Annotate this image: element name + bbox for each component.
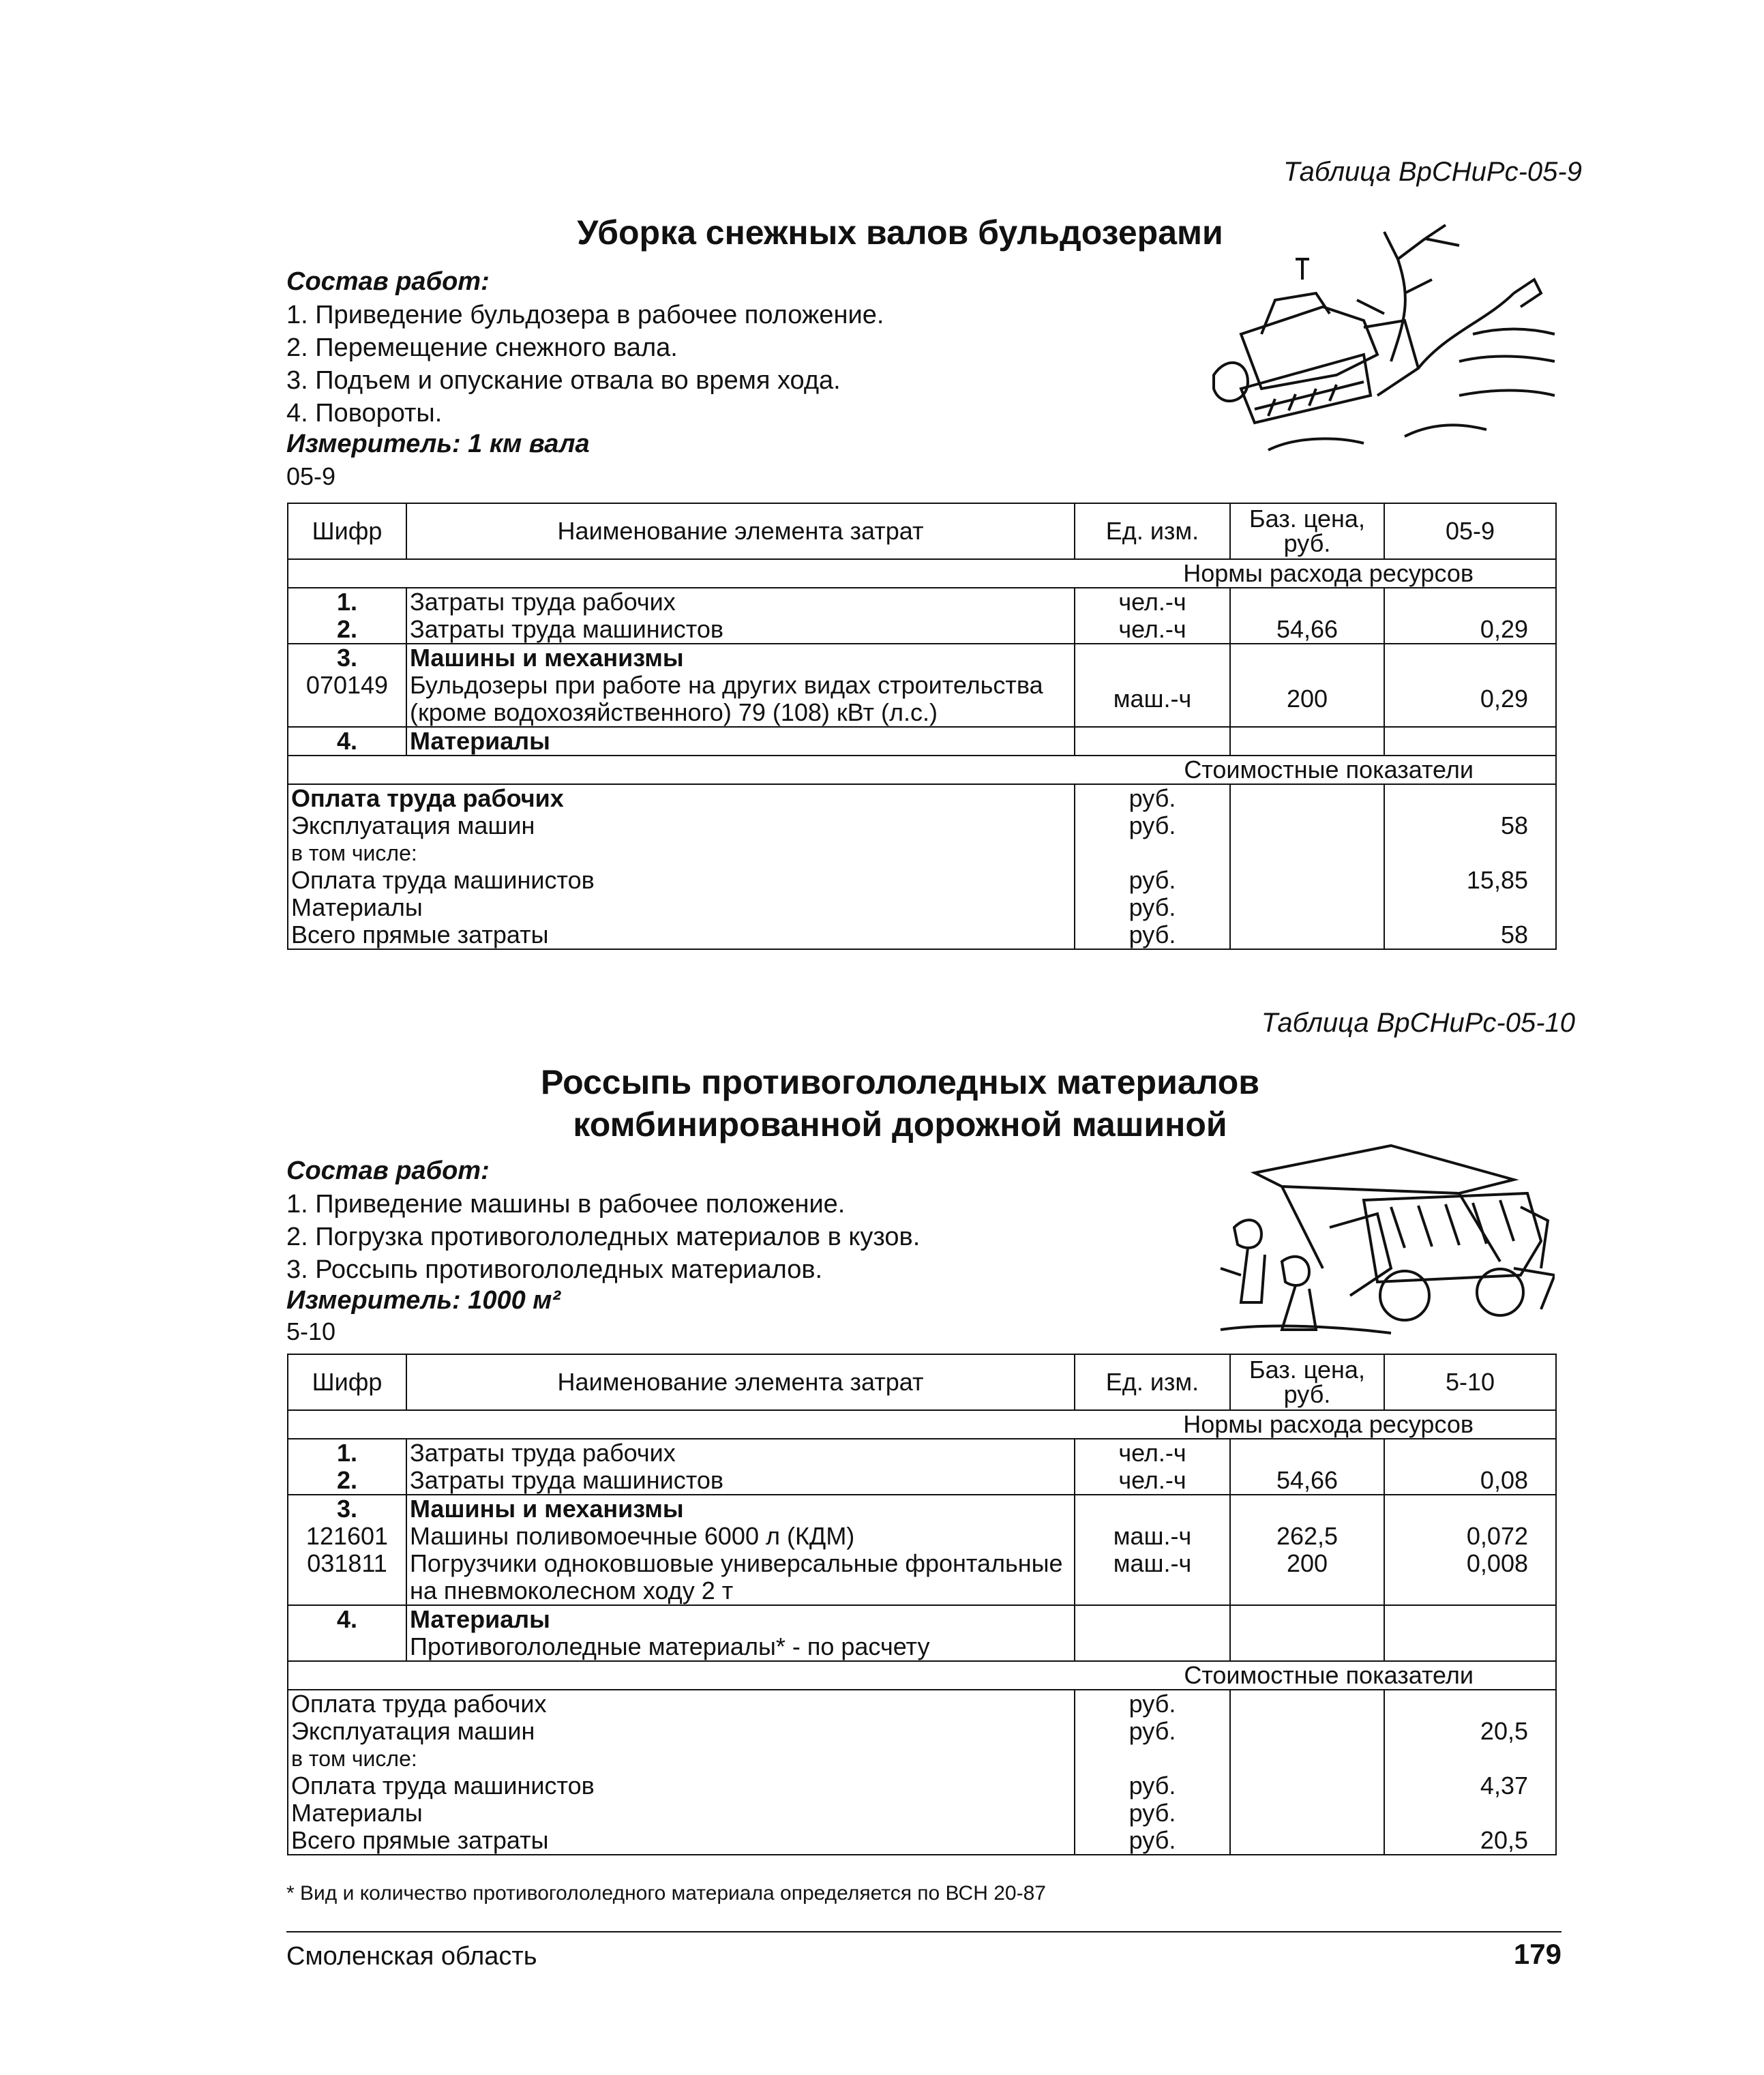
table-row: [288, 1550, 1556, 1605]
row-unit: [1075, 644, 1230, 672]
cost-unit: [1075, 839, 1230, 867]
cost-unit: руб.: [1075, 894, 1230, 921]
row-name: Затраты труда рабочих: [406, 588, 1075, 616]
road-machine-illustration: [1200, 1132, 1555, 1343]
row-shifr: 3.: [288, 1495, 406, 1523]
page-number: 179: [1513, 1938, 1561, 1970]
cost-name: Всего прямые затраты: [288, 921, 1075, 949]
work-item-2-1: 1. Приведение машины в рабочее положение.: [286, 1190, 846, 1219]
cost-row: [288, 894, 1556, 921]
row-unit: чел.-ч: [1075, 1467, 1230, 1495]
cost-name: Материалы: [288, 894, 1075, 921]
table-header-row: [288, 503, 1556, 559]
cost-value: 20,5: [1384, 1827, 1556, 1855]
table-row: [288, 644, 1556, 672]
header-price: Баз. цена, руб.: [1230, 503, 1384, 559]
cost-row: [288, 1690, 1556, 1718]
section-title-1: Уборка снежных валов бульдозерами: [577, 213, 1223, 252]
row-shifr: 1.: [288, 1439, 406, 1467]
row-value: [1384, 1439, 1556, 1467]
row-value: [1384, 1633, 1556, 1661]
cost-name: в том числе:: [288, 1745, 1075, 1772]
cost-value: [1384, 1745, 1556, 1772]
row-value: 0,008: [1384, 1550, 1556, 1605]
row-unit: [1075, 727, 1230, 756]
cost-unit: руб.: [1075, 812, 1230, 839]
row-price: [1230, 588, 1384, 616]
row-name: Бульдозеры при работе на других видах строительства (кроме водохозяйственного) 79 (108) кВт (л.с.): [406, 672, 1075, 727]
cost-value: 4,37: [1384, 1772, 1556, 1800]
table-row: [288, 672, 1556, 727]
row-name: Машины и механизмы: [406, 644, 1075, 672]
cost-row: [288, 867, 1556, 894]
row-price: 200: [1230, 672, 1384, 727]
izmeritel-2: Измеритель: 1000 м²: [286, 1286, 561, 1315]
cost-name: Оплата труда машинистов: [288, 1772, 1075, 1800]
row-value: [1384, 1495, 1556, 1523]
row-price: [1230, 1495, 1384, 1523]
bulldozer-illustration: [1200, 218, 1568, 505]
work-item-1-4: 4. Повороты.: [286, 399, 443, 428]
cost-unit: руб.: [1075, 1827, 1230, 1855]
cost-name: Всего прямые затраты: [288, 1827, 1075, 1855]
section-title-2-line2: комбинированной дорожной машиной: [573, 1105, 1227, 1144]
norms-row: [288, 559, 1556, 588]
row-name: Затраты труда рабочих: [406, 1439, 1075, 1467]
table-row: [288, 588, 1556, 616]
row-value: [1384, 727, 1556, 756]
norms-row: [288, 1410, 1556, 1439]
row-unit: [1075, 1495, 1230, 1523]
cost-value: [1384, 839, 1556, 867]
cost-name: Эксплуатация машин: [288, 812, 1075, 839]
cost-value: [1384, 1690, 1556, 1718]
cost-value: 15,85: [1384, 867, 1556, 894]
row-value: [1384, 644, 1556, 672]
cost-row: [288, 921, 1556, 949]
row-unit: чел.-ч: [1075, 588, 1230, 616]
row-shifr: 2.: [288, 616, 406, 644]
cost-row: [288, 1827, 1556, 1855]
header-code: 5-10: [1384, 1354, 1556, 1410]
sostav-label-2: Состав работ:: [286, 1156, 490, 1185]
cost-row: [288, 1718, 1556, 1745]
resources-table-2: [287, 1354, 1557, 1855]
cost-unit: руб.: [1075, 1718, 1230, 1745]
cost-unit: руб.: [1075, 921, 1230, 949]
row-price: [1230, 644, 1384, 672]
izmeritel-1: Измеритель: 1 км вала: [286, 430, 590, 458]
row-name: Погрузчики одноковшовые универсальные фронтальные на пневмоколесном ходу 2 т: [406, 1550, 1075, 1605]
row-price: [1230, 1633, 1384, 1661]
header-unit: Ед. изм.: [1075, 1354, 1230, 1410]
header-shifr: Шифр: [288, 1354, 406, 1410]
cost-unit: руб.: [1075, 867, 1230, 894]
row-name: Машины поливомоечные 6000 л (КДМ): [406, 1523, 1075, 1550]
row-value: [1384, 1605, 1556, 1633]
row-shifr: 1.: [288, 588, 406, 616]
table-row: [288, 616, 1556, 644]
cost-label: Стоимостные показатели: [288, 1661, 1556, 1690]
table-name-1: Таблица ВрСНиРс-05-9: [1283, 157, 1582, 187]
header-price: Баз. цена, руб.: [1230, 1354, 1384, 1410]
row-price: [1230, 1605, 1384, 1633]
work-item-1-1: 1. Приведение бульдозера в рабочее положение.: [286, 301, 884, 329]
header-unit: Ед. изм.: [1075, 503, 1230, 559]
row-value: [1384, 588, 1556, 616]
row-shifr: 4.: [288, 1605, 406, 1633]
row-shifr: 121601: [288, 1523, 406, 1550]
header-name: Наименование элемента затрат: [406, 1354, 1075, 1410]
row-price: [1230, 1439, 1384, 1467]
row-shifr: 070149: [288, 672, 406, 727]
cost-value: [1384, 784, 1556, 812]
row-price: 200: [1230, 1550, 1384, 1605]
row-unit: маш.-ч: [1075, 1523, 1230, 1550]
header-name: Наименование элемента затрат: [406, 503, 1075, 559]
cost-name: Эксплуатация машин: [288, 1718, 1075, 1745]
row-unit: чел.-ч: [1075, 616, 1230, 644]
cost-value: [1384, 894, 1556, 921]
row-unit: маш.-ч: [1075, 672, 1230, 727]
table-row: [288, 727, 1556, 756]
row-name: Противогололедные материалы* - по расчету: [406, 1633, 1075, 1661]
cost-unit: руб.: [1075, 1772, 1230, 1800]
cost-name: Оплата труда рабочих: [288, 784, 1075, 812]
cost-section-row: [288, 1661, 1556, 1690]
header-shifr: Шифр: [288, 503, 406, 559]
resources-table-1: [287, 503, 1557, 950]
footer-divider: [286, 1931, 1561, 1932]
cost-row: [288, 1800, 1556, 1827]
cost-unit: руб.: [1075, 1690, 1230, 1718]
table-code-1: 05-9: [286, 462, 336, 490]
row-shifr: 4.: [288, 727, 406, 756]
table-row: [288, 1467, 1556, 1495]
section-title-2-line1: Россыпь противогололедных материалов: [540, 1063, 1260, 1101]
cost-unit: [1075, 1745, 1230, 1772]
row-shifr: 2.: [288, 1467, 406, 1495]
cost-section-row: [288, 756, 1556, 784]
table-name-2: Таблица ВрСНиРс-05-10: [1261, 1008, 1575, 1038]
cost-unit: руб.: [1075, 1800, 1230, 1827]
norms-label: Нормы расхода ресурсов: [288, 559, 1556, 588]
table-row: [288, 1633, 1556, 1661]
row-name: Затраты труда машинистов: [406, 1467, 1075, 1495]
cost-row: [288, 1745, 1556, 1772]
row-name: Материалы: [406, 1605, 1075, 1633]
table-row: [288, 1439, 1556, 1467]
row-shifr: 031811: [288, 1550, 406, 1605]
row-value: 0,08: [1384, 1467, 1556, 1495]
cost-row: [288, 784, 1556, 812]
row-shifr: [288, 1633, 406, 1661]
work-item-1-2: 2. Перемещение снежного вала.: [286, 333, 678, 362]
footer-region: Смоленская область: [286, 1942, 537, 1971]
work-item-1-3: 3. Подъем и опускание отвала во время хода.: [286, 366, 841, 395]
table-row: [288, 1605, 1556, 1633]
cost-name: Оплата труда рабочих: [288, 1690, 1075, 1718]
footnote: * Вид и количество противогололедного материала определяется по ВСН 20-87: [286, 1882, 1046, 1905]
row-name: Затраты труда машинистов: [406, 616, 1075, 644]
table-row: [288, 1523, 1556, 1550]
row-unit: маш.-ч: [1075, 1550, 1230, 1605]
cost-label: Стоимостные показатели: [288, 756, 1556, 784]
cost-name: Материалы: [288, 1800, 1075, 1827]
cost-unit: руб.: [1075, 784, 1230, 812]
row-unit: [1075, 1605, 1230, 1633]
cost-row: [288, 812, 1556, 839]
cost-value: 58: [1384, 812, 1556, 839]
table-row: [288, 1495, 1556, 1523]
cost-row: [288, 1772, 1556, 1800]
row-value: 0,29: [1384, 616, 1556, 644]
row-value: 0,072: [1384, 1523, 1556, 1550]
row-price: [1230, 727, 1384, 756]
cost-value: 58: [1384, 921, 1556, 949]
row-unit: [1075, 1633, 1230, 1661]
cost-name: Оплата труда машинистов: [288, 867, 1075, 894]
norms-label: Нормы расхода ресурсов: [288, 1410, 1556, 1439]
cost-row: [288, 839, 1556, 867]
cost-name: в том числе:: [288, 839, 1075, 867]
row-price: 54,66: [1230, 616, 1384, 644]
table-code-2: 5-10: [286, 1317, 336, 1345]
row-value: 0,29: [1384, 672, 1556, 727]
header-code: 05-9: [1384, 503, 1556, 559]
table-header-row: [288, 1354, 1556, 1410]
row-price: 54,66: [1230, 1467, 1384, 1495]
row-unit: чел.-ч: [1075, 1439, 1230, 1467]
row-shifr: 3.: [288, 644, 406, 672]
work-item-2-2: 2. Погрузка противогололедных материалов в кузов.: [286, 1223, 921, 1251]
row-name: Материалы: [406, 727, 1075, 756]
cost-value: [1384, 1800, 1556, 1827]
sostav-label-1: Состав работ:: [286, 267, 490, 296]
work-item-2-3: 3. Россыпь противогололедных материалов.: [286, 1255, 823, 1284]
row-name: Машины и механизмы: [406, 1495, 1075, 1523]
row-price: 262,5: [1230, 1523, 1384, 1550]
cost-value: 20,5: [1384, 1718, 1556, 1745]
